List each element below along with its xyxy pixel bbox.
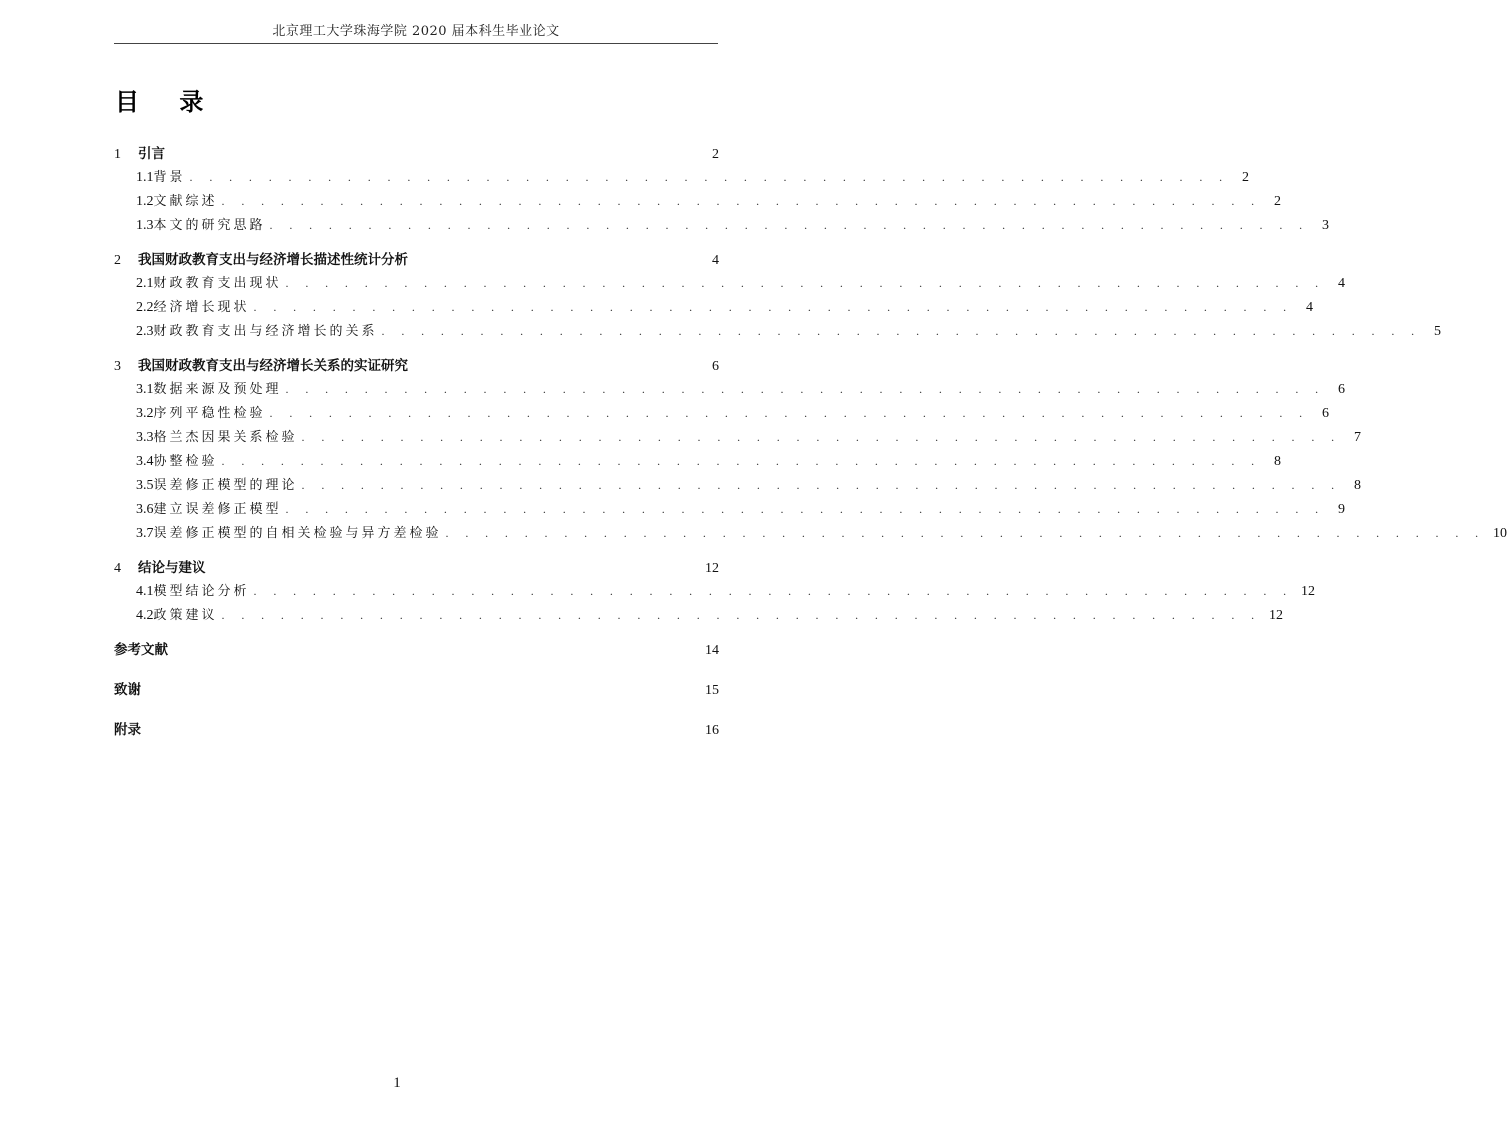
chapter-page: 2 xyxy=(712,147,719,162)
back-matter-page: 15 xyxy=(705,683,719,698)
section-page: 7 xyxy=(1354,430,1362,445)
chapter-number: 1 xyxy=(114,147,121,162)
toc-section-1-3[interactable] xyxy=(114,213,1330,237)
section-page: 2 xyxy=(1274,194,1282,209)
section-page: 3 xyxy=(1322,218,1330,233)
section-number: 3.5 xyxy=(136,478,154,493)
toc-title: 目 录 xyxy=(115,87,220,116)
section-title: 文献综述 xyxy=(153,194,218,209)
back-matter-page: 16 xyxy=(705,723,719,738)
toc-section-2-3[interactable] xyxy=(114,319,1442,343)
dot-leader: . . . . . . . . . . . . . . . . . . . . . . . . . . . . . . . . . . . . . . . . . . . . . . . . . . . . . xyxy=(269,218,1310,232)
toc-chapter-4[interactable] xyxy=(114,557,719,579)
section-number: 3.3 xyxy=(136,430,154,445)
back-matter-title: 参考文献 xyxy=(114,642,168,658)
dot-leader: . . . . . . . . . . . . . . . . . . . . . . . . . . . . . . . . . . . . . . . . . . . . . . . . . . . . . xyxy=(285,382,1326,396)
dot-leader: . . . . . . . . . . . . . . . . . . . . . . . . . . . . . . . . . . . . . . . . . . . . . . . . . . . . . xyxy=(301,478,1342,492)
section-title: 本文的研究思路 xyxy=(153,218,266,233)
dot-leader: . . . . . . . . . . . . . . . . . . . . . . . . . . . . . . . . . . . . . . . . . . . . . . . . . . . . . xyxy=(285,502,1326,516)
dot-leader: . . . . . . . . . . . . . . . . . . . . . . . . . . . . . . . . . . . . . . . . . . . . . . . . . . . . . xyxy=(221,608,1262,622)
section-title: 经济增长现状 xyxy=(153,300,250,315)
back-matter-title: 附录 xyxy=(114,722,141,738)
toc-chapter-3[interactable] xyxy=(114,355,719,377)
running-header: 北京理工大学珠海学院 2020 届本科生毕业论文 xyxy=(272,24,560,39)
chapter-page: 12 xyxy=(705,561,719,576)
toc-references[interactable] xyxy=(114,639,719,661)
dot-leader: . . . . . . . . . . . . . . . . . . . . . . . . . . . . . . . . . . . . . . . . . . . . . . . . . . . . . xyxy=(381,324,1422,338)
dot-leader: . . . . . . . . . . . . . . . . . . . . . . . . . . . . . . . . . . . . . . . . . . . . . . . . . . . . . xyxy=(301,430,1342,444)
toc-section-1-1[interactable] xyxy=(114,165,1250,189)
section-title: 背景 xyxy=(153,170,186,185)
section-page: 6 xyxy=(1338,382,1346,397)
section-title: 协整检验 xyxy=(153,454,218,469)
section-title: 格兰杰因果关系检验 xyxy=(153,430,298,445)
dot-leader: . . . . . . . . . . . . . . . . . . . . . . . . . . . . . . . . . . . . . . . . . . . . . . . . . . . . . xyxy=(285,276,1326,290)
toc-section-4-1[interactable] xyxy=(114,579,1316,603)
section-page: 6 xyxy=(1322,406,1330,421)
dot-leader: . . . . . . . . . . . . . . . . . . . . . . . . . . . . . . . . . . . . . . . . . . . . . . . . . . . . . xyxy=(221,194,1262,208)
dot-leader: . . . . . . . . . . . . . . . . . . . . . . . . . . . . . . . . . . . . . . . . . . . . . . . . . . . . . xyxy=(221,454,1262,468)
section-page: 9 xyxy=(1338,502,1346,517)
dot-leader: . . . . . . . . . . . . . . . . . . . . . . . . . . . . . . . . . . . . . . . . . . . . . . . . . . . . . xyxy=(445,526,1486,540)
toc-section-3-5[interactable] xyxy=(114,473,1362,497)
section-page: 10 xyxy=(1493,526,1507,541)
section-page: 2 xyxy=(1242,170,1250,185)
section-page: 8 xyxy=(1274,454,1282,469)
section-page: 4 xyxy=(1306,300,1314,315)
section-title: 财政教育支出与经济增长的关系 xyxy=(153,324,378,339)
chapter-number: 2 xyxy=(114,253,121,268)
back-matter-title: 致谢 xyxy=(114,682,141,698)
chapter-title: 引言 xyxy=(138,146,165,162)
chapter-number: 4 xyxy=(114,561,121,576)
toc-section-4-2[interactable] xyxy=(114,603,1284,627)
chapter-number: 3 xyxy=(114,359,121,374)
toc-section-3-3[interactable] xyxy=(114,425,1362,449)
chapter-page: 6 xyxy=(712,359,719,374)
section-page: 5 xyxy=(1434,324,1442,339)
section-title: 数据来源及预处理 xyxy=(153,382,282,397)
section-number: 3.1 xyxy=(136,382,154,397)
section-number: 2.3 xyxy=(136,324,154,339)
section-number: 4.2 xyxy=(136,608,154,623)
section-page: 4 xyxy=(1338,276,1346,291)
back-matter-page: 14 xyxy=(705,643,719,658)
chapter-page: 4 xyxy=(712,253,719,268)
page-number: 1 xyxy=(393,1075,401,1091)
chapter-title: 我国财政教育支出与经济增长关系的实证研究 xyxy=(138,358,408,374)
section-title: 模型结论分析 xyxy=(153,584,250,599)
section-number: 2.1 xyxy=(136,276,154,291)
section-number: 2.2 xyxy=(136,300,154,315)
section-title: 误差修正模型的理论 xyxy=(153,478,298,493)
chapter-title: 结论与建议 xyxy=(138,560,206,576)
section-number: 3.7 xyxy=(136,526,154,541)
section-title: 序列平稳性检验 xyxy=(153,406,266,421)
toc-section-3-2[interactable] xyxy=(114,401,1330,425)
toc-acknowledgements[interactable] xyxy=(114,679,719,701)
section-number: 3.6 xyxy=(136,502,154,517)
dot-leader: . . . . . . . . . . . . . . . . . . . . . . . . . . . . . . . . . . . . . . . . . . . . . . . . . . . . . xyxy=(253,584,1294,598)
header-rule xyxy=(114,43,718,44)
section-page: 8 xyxy=(1354,478,1362,493)
section-title: 财政教育支出现状 xyxy=(153,276,282,291)
toc-section-3-6[interactable] xyxy=(114,497,1346,521)
toc-chapter-1[interactable] xyxy=(114,143,719,165)
section-page: 12 xyxy=(1301,584,1316,599)
toc-section-2-1[interactable] xyxy=(114,271,1346,295)
section-title: 政策建议 xyxy=(153,608,218,623)
toc-section-3-1[interactable] xyxy=(114,377,1346,401)
section-number: 1.2 xyxy=(136,194,154,209)
dot-leader: . . . . . . . . . . . . . . . . . . . . . . . . . . . . . . . . . . . . . . . . . . . . . . . . . . . . . xyxy=(189,170,1230,184)
toc-section-1-2[interactable] xyxy=(114,189,1282,213)
section-page: 12 xyxy=(1269,608,1284,623)
section-number: 3.2 xyxy=(136,406,154,421)
dot-leader: . . . . . . . . . . . . . . . . . . . . . . . . . . . . . . . . . . . . . . . . . . . . . . . . . . . . . xyxy=(253,300,1294,314)
toc-chapter-2[interactable] xyxy=(114,249,719,271)
section-number: 1.1 xyxy=(136,170,154,185)
section-title: 建立误差修正模型 xyxy=(153,502,282,517)
section-number: 3.4 xyxy=(136,454,154,469)
chapter-title: 我国财政教育支出与经济增长描述性统计分析 xyxy=(138,252,408,268)
dot-leader: . . . . . . . . . . . . . . . . . . . . . . . . . . . . . . . . . . . . . . . . . . . . . . . . . . . . . xyxy=(269,406,1310,420)
section-number: 1.3 xyxy=(136,218,154,233)
section-title: 误差修正模型的自相关检验与异方差检验 xyxy=(153,526,442,541)
toc-section-2-2[interactable] xyxy=(114,295,1314,319)
section-number: 4.1 xyxy=(136,584,154,599)
toc-section-3-4[interactable] xyxy=(114,449,1282,473)
toc-appendix[interactable] xyxy=(114,719,719,741)
table-of-contents xyxy=(114,143,1507,741)
toc-section-3-7[interactable] xyxy=(114,521,1507,545)
